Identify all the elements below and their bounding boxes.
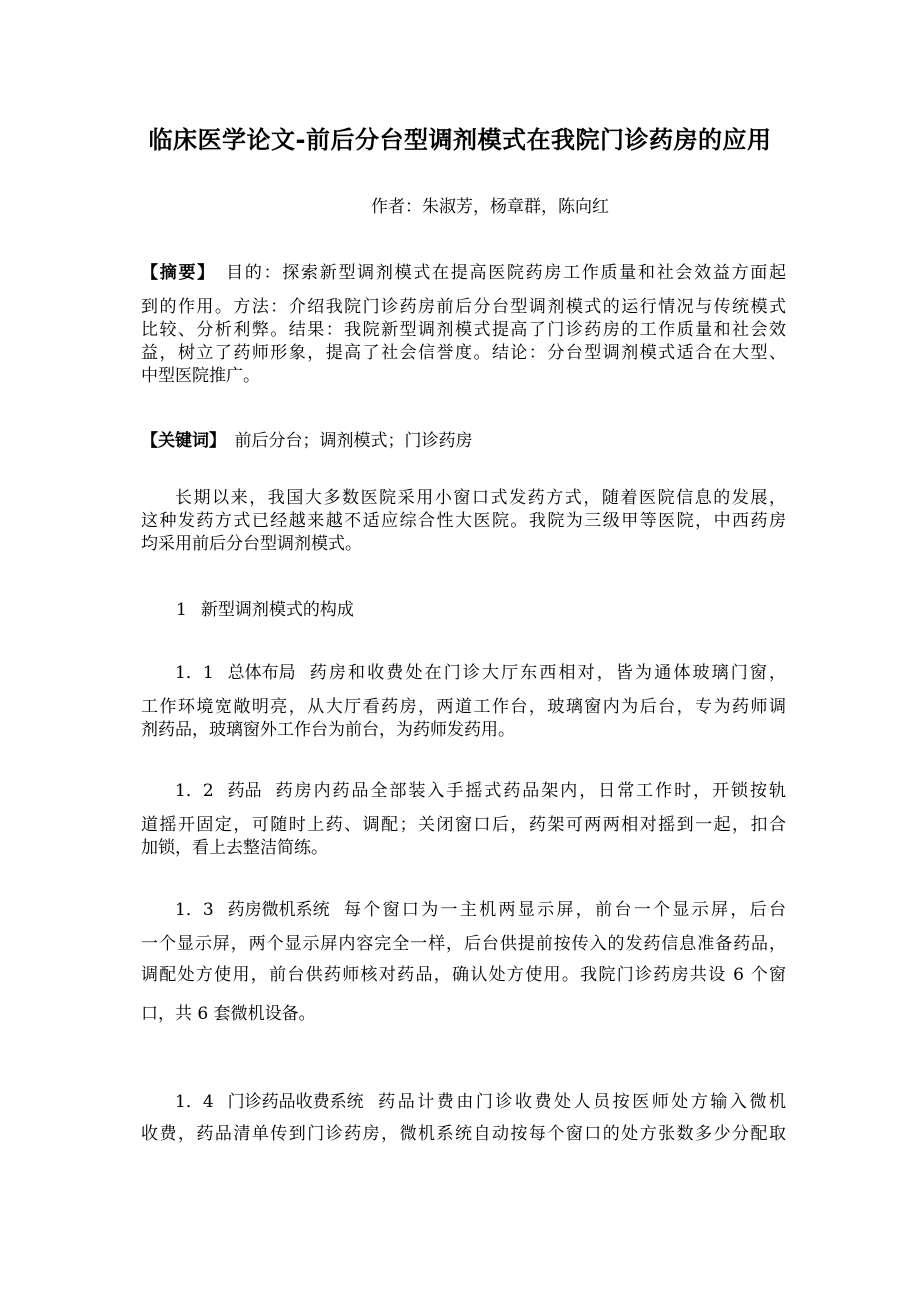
subsection-name: 总体布局	[227, 663, 296, 683]
subsection-line: 加锁，看上去整洁简练。	[141, 838, 328, 858]
abstract-line: 中型医院推广。	[141, 366, 260, 386]
subsection-name: 药品	[227, 781, 262, 801]
subsection-1-4	[141, 1090, 786, 1147]
keywords-text: 前后分台；调剂模式；门诊药房	[234, 431, 473, 451]
subsection-number: 1．4	[175, 1092, 214, 1112]
subsection-1-2	[141, 780, 786, 860]
keywords-label: 【关键词】	[141, 431, 218, 451]
subsection-line: 口，共 6 套微机设备。	[141, 1004, 316, 1024]
section-title: 新型调剂模式的构成	[200, 600, 354, 620]
authors-line: 作者：朱淑芳，杨章群，陈向红	[371, 197, 609, 217]
subsection-line: 一个显示屏，两个显示屏内容完全一样，后台供提前按传入的发药信息准备药品，	[141, 934, 786, 954]
abstract-line: 益，树立了药师形象，提高了社会信誉度。结论：分台型调剂模式适合在大型、	[141, 343, 786, 363]
subsection-line: 1．1 总体布局 药房和收费处在门诊大厅东西相对，皆为通体玻璃门窗，	[175, 663, 786, 683]
subsection-line: 1．4 门诊药品收费系统 药品计费由门诊收费处人员按医师处方输入微机	[141, 1090, 786, 1115]
keywords-line	[141, 430, 786, 453]
abstract-line: 【摘要】 目的：探索新型调剂模式在提高医院药房工作质量和社会效益方面起	[141, 263, 787, 283]
subsection-number: 1．3	[175, 900, 214, 920]
subsection-line: 工作环境宽敞明亮，从大厅看药房，两道工作台，玻璃窗内为后台，专为药师调	[141, 697, 786, 717]
intro-line: 均采用前后分台型调剂模式。	[141, 534, 362, 554]
intro-paragraph	[141, 487, 786, 556]
subsection-1-3	[141, 898, 786, 1027]
section-heading	[176, 595, 354, 620]
abstract-paragraph	[141, 262, 786, 388]
subsection-line: 1．2 药品 药房内药品全部装入手摇式药品架内，日常工作时，开锁按轨	[175, 781, 786, 801]
subsection-number: 1．1	[175, 663, 214, 683]
subsection-line: 调配处方使用，前台供药师核对药品，确认处方使用。我院门诊药房共设 6 个窗	[141, 965, 786, 985]
subsection-line: 收费，药品清单传到门诊药房，微机系统自动按每个窗口的处方张数多少分配取	[141, 1124, 786, 1144]
keywords-paragraph	[141, 430, 786, 453]
subsection-name: 药房微机系统	[227, 900, 330, 920]
subsection-line: 剂药品，玻璃窗外工作台为前台，为药师发药用。	[141, 720, 515, 740]
subsection-number: 1．2	[175, 781, 214, 801]
subsection-line: 道摇开固定，可随时上药、调配；关闭窗口后，药架可两两相对摇到一起，扣合	[141, 815, 786, 835]
intro-line: 这种发药方式已经越来越不适应综合性大医院。我院为三级甲等医院，中西药房	[141, 511, 786, 531]
abstract-label: 【摘要】	[141, 263, 208, 283]
section-number: 1	[176, 600, 187, 620]
intro-line: 长期以来，我国大多数医院采用小窗口式发药方式，随着医院信息的发展，	[175, 488, 786, 508]
subsection-name: 门诊药品收费系统	[227, 1092, 364, 1112]
subsection-line: 1．3 药房微机系统 每个窗口为一主机两显示屏，前台一个显示屏，后台	[141, 898, 786, 923]
abstract-line: 到的作用。方法：介绍我院门诊药房前后分台型调剂模式的运行情况与传统模式	[141, 297, 786, 317]
document-title: 临床医学论文-前后分台型调剂模式在我院门诊药房的应用	[148, 126, 772, 154]
abstract-line: 比较、分析利弊。结果：我院新型调剂模式提高了门诊药房的工作质量和社会效	[141, 320, 786, 340]
subsection-1-1	[141, 662, 786, 742]
